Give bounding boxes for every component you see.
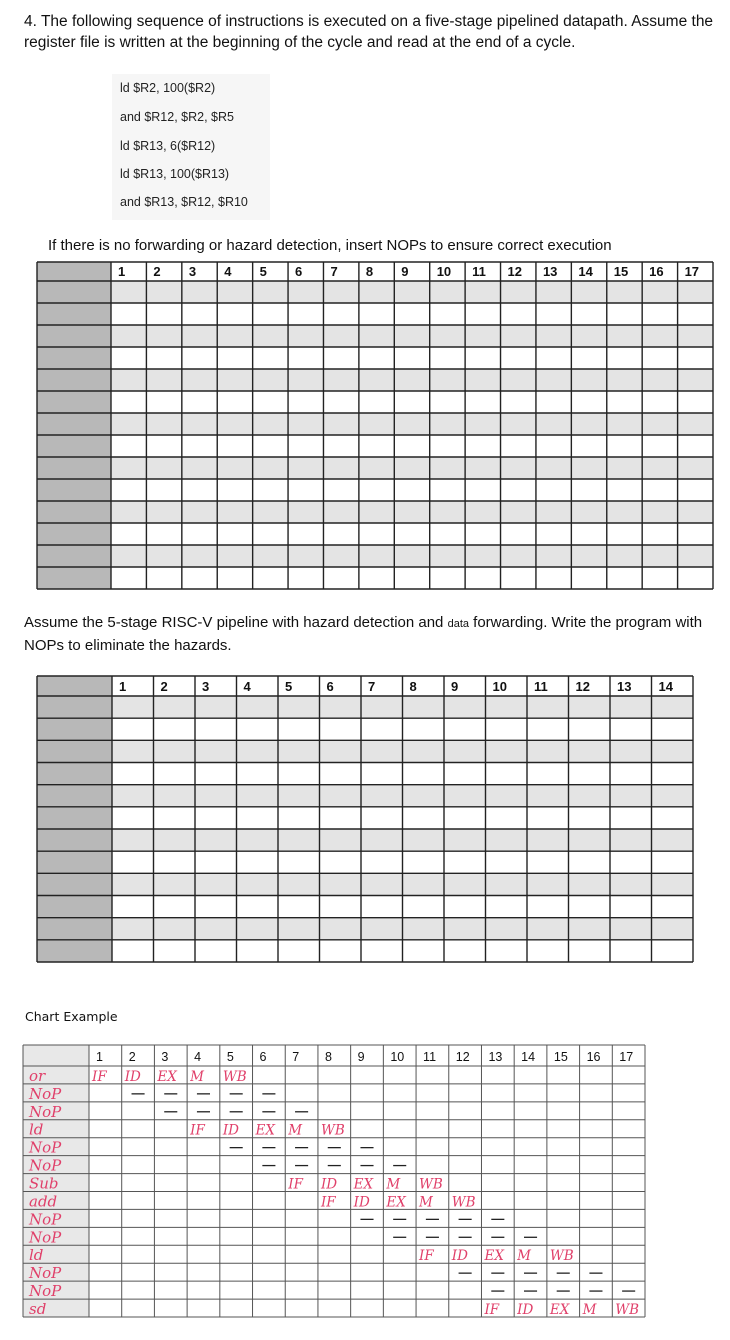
example-header-cell: 6 [259,1050,267,1064]
example-header-cell: 3 [161,1050,169,1064]
example-stage: M [190,1068,204,1085]
table1-header-cell: 14 [578,264,593,279]
example-instruction-label: add [29,1192,58,1211]
example-instruction-label: ld [29,1246,44,1265]
table1-row [111,479,713,501]
example-stage: WB [419,1176,443,1193]
table1-header-cell: 10 [436,264,452,279]
code-line: and $R12, $R2, $R5 [120,110,234,124]
table2-header-cell: 13 [617,679,632,694]
table1-label-column [37,262,111,589]
example-header-cell: 12 [455,1050,470,1064]
example-stage: EX [549,1302,570,1318]
example-stage: M [288,1122,303,1139]
example-header-cell: 2 [128,1050,136,1064]
table1-row [111,347,713,369]
example-stage: ID [222,1122,239,1139]
example-instruction-label: NoP [29,1102,62,1121]
table1-header-cell: 13 [542,264,558,279]
example-stage: M [419,1194,433,1211]
table2-header-cell: 3 [202,679,210,694]
example-stage: ID [320,1176,338,1193]
table1-header-cell: 1 [118,264,126,279]
table1-row [111,545,713,567]
example-instruction-label: NoP [29,1156,62,1175]
example-stage: ID [124,1068,141,1085]
table2-header-cell: 6 [326,679,334,694]
example-stage: IF [484,1302,500,1318]
table1-header-cell: 6 [295,264,303,279]
example-stage: EX [353,1176,374,1193]
example-stage: IF [92,1068,107,1085]
example-header-cell: 9 [357,1050,365,1064]
example-header-cell: 4 [194,1050,202,1064]
example-stage: WB [615,1302,640,1318]
example-stage: EX [484,1248,504,1265]
table1-header-cell: 4 [224,264,232,279]
example-header-cell: 5 [226,1050,234,1064]
table2-instruction-b: forwarding. Write the program with NOPs to eliminate the hazards. [24,614,703,654]
table2-header-cell: 8 [409,679,417,694]
table2-header-cell: 5 [285,679,293,694]
table1-header-cell: 8 [365,264,374,279]
table1-header-cell: 5 [259,264,267,279]
table2-instruction [24,612,714,657]
table1-row [111,457,713,479]
chart-example-label: Chart Example [25,1009,118,1024]
example-stage: ID [517,1302,534,1318]
table1-header-cell: 12 [507,264,522,279]
table2-header-cell: 1 [119,679,127,694]
example-stage: IF [320,1194,336,1211]
table1-row [111,435,713,457]
example-instruction-label: NoP [29,1210,62,1229]
example-header-cell: 1 [96,1050,103,1064]
example-header-cell: 11 [423,1050,437,1064]
example-stage: EX [157,1068,177,1085]
example-stage: IF [190,1122,205,1139]
example-stage: EX [255,1122,275,1139]
table1-row [111,567,713,589]
example-stage: ID [353,1194,370,1211]
example-header-cell: 8 [324,1050,332,1064]
table1-header-cell: 2 [153,264,161,279]
table1-header-cell: 17 [684,264,700,279]
table1-row [111,281,713,303]
table2-header-cell: 11 [534,679,548,694]
table1-row [111,413,713,435]
question-body: The following sequence of instructions is executed on a five-stage pipelined datapath. Assume the register file is written at the beginning of the cycle and read at the end of a cycle. [24,13,714,51]
example-instruction-label: NoP [29,1138,62,1157]
example-instruction-label: NoP [29,1282,62,1301]
code-line: and $R13, $R12, $R10 [120,195,248,209]
table1-row [111,391,713,413]
table1-row [111,523,713,545]
table2-instruction-small: data [447,618,469,630]
example-stage: EX [386,1194,406,1211]
example-stage: M [386,1176,401,1193]
table1-header-cell: 9 [401,264,409,279]
table1-row [111,303,713,325]
example-instruction-label: NoP [29,1084,62,1103]
example-header-cell: 15 [553,1050,568,1064]
table2-label-column [37,676,112,962]
table1-row [111,369,713,391]
example-stage: M [517,1248,532,1265]
table2-header-cell: 12 [575,679,590,694]
table1-row [111,501,713,523]
table1-header-cell: 15 [613,264,629,279]
example-stage: WB [222,1068,247,1085]
example-header-cell: 7 [292,1050,300,1064]
example-instruction-label: or [29,1066,46,1085]
example-stage: ID [451,1248,468,1265]
code-line: ld $R13, 6($R12) [120,139,216,153]
table2-header-cell: 10 [492,679,507,694]
example-header-cell: 14 [521,1050,536,1064]
example-header-cell: 13 [488,1050,503,1064]
table2-header-cell: 9 [451,679,459,694]
example-header-cell: 16 [586,1050,601,1064]
example-instruction-label: Sub [29,1174,59,1193]
example-instruction-label: sd [29,1300,47,1318]
example-stage: WB [320,1122,345,1139]
example-stage: WB [549,1248,574,1265]
code-line: ld $R13, 100($R13) [120,167,230,181]
example-instruction-label: NoP [29,1264,62,1283]
table2-header-cell: 2 [160,679,168,694]
example-stage: M [582,1302,597,1318]
question-number: 4. [24,13,37,30]
table2-header-cell: 7 [368,679,376,694]
table1-row [111,325,713,347]
example-stage: IF [419,1248,434,1265]
example-header-cell: 10 [390,1050,405,1064]
table2-header-cell: 14 [658,679,673,694]
table1-instruction: If there is no forwarding or hazard detection, insert NOPs to ensure correct execution [48,237,612,254]
table1-header-cell: 7 [330,264,338,279]
example-stage: WB [451,1194,476,1211]
table2-instruction-a: Assume the 5-stage RISC-V pipeline with hazard detection and [24,614,448,631]
table1-header-cell: 11 [472,264,486,279]
example-instruction-label: ld [29,1120,44,1139]
example-stage: IF [288,1176,303,1193]
table2-header-cell: 4 [243,679,251,694]
example-instruction-label: NoP [29,1228,62,1247]
table1-header-cell: 16 [649,264,664,279]
example-header-cell: 17 [619,1050,634,1064]
code-line: ld $R2, 100($R2) [120,81,216,95]
table1-header-cell: 3 [188,264,197,279]
